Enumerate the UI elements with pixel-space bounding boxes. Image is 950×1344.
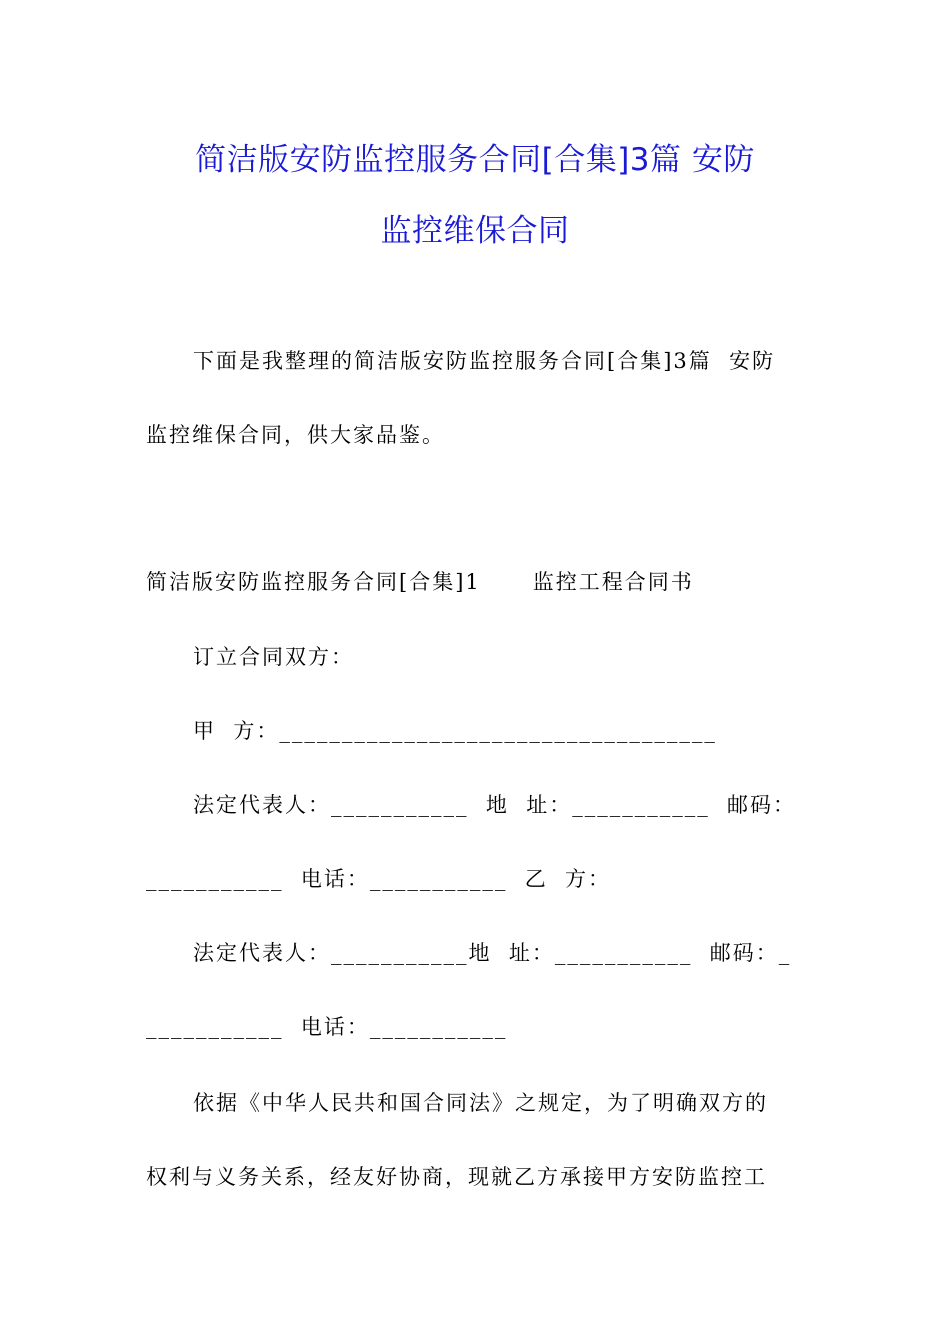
document-title-line-2: 监控维保合同 <box>380 213 570 249</box>
parties-label: 订立合同双方： <box>193 645 354 669</box>
intro-paragraph-line-1: 下面是我整理的简洁版安防监控服务合同[合集]3篇 安防 <box>193 349 776 373</box>
party-a-phone-line: ___________ 电话：___________ 乙 方： <box>146 867 612 891</box>
body-paragraph-line-2: 权利与义务关系，经友好协商，现就乙方承接甲方安防监控工 <box>146 1165 767 1189</box>
party-a-representative-line: 法定代表人：___________ 地 址：___________ 邮码： <box>193 793 797 817</box>
party-a-line: 甲 方：___________________________________ <box>193 719 717 743</box>
section-heading: 简洁版安防监控服务合同[合集]1 监控工程合同书 <box>146 570 694 594</box>
party-b-phone-line: ___________ 电话：___________ <box>146 1015 508 1039</box>
body-paragraph-line-1: 依据《中华人民共和国合同法》之规定，为了明确双方的 <box>193 1091 768 1115</box>
party-b-representative-line: 法定代表人：___________地 址：___________ 邮码：_ <box>193 941 792 965</box>
intro-paragraph-line-2: 监控维保合同，供大家品鉴。 <box>146 423 445 447</box>
document-title-line-1: 简洁版安防监控服务合同[合集]3篇 安防 <box>195 142 755 178</box>
